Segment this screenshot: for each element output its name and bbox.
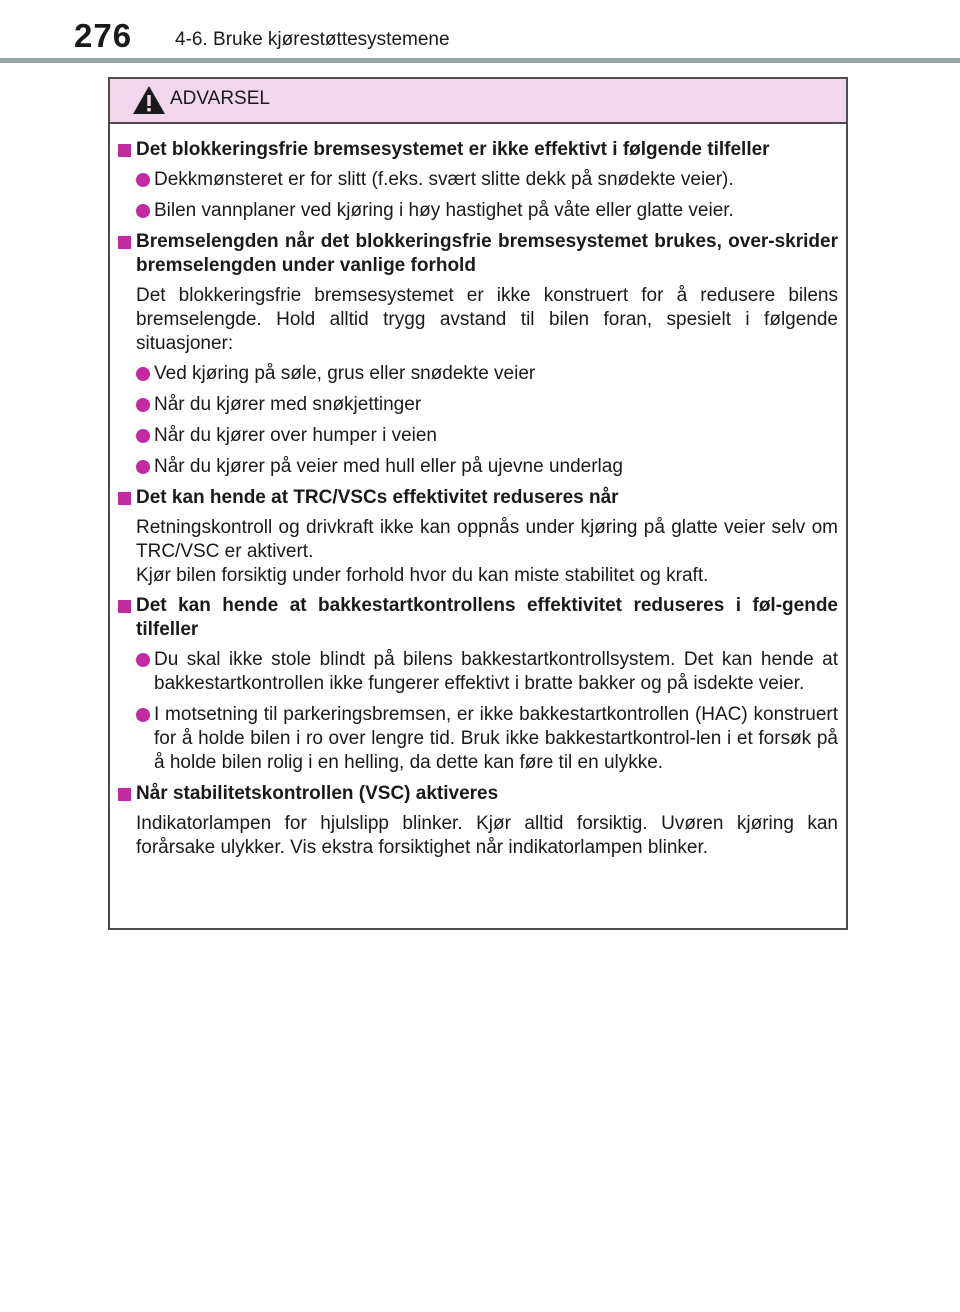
round-bullet-icon <box>136 708 150 722</box>
list-item: Når du kjører over humper i veien <box>118 424 838 448</box>
section-title: 4-6. Bruke kjørestøttesystemene <box>175 29 450 50</box>
section-paragraph: Det blokkeringsfrie bremsesystemet er ikke konstruert for å redusere bilens bremselengde. Hold alltid trygg avstand til bilen foran, spesielt i følgende situasjoner: <box>136 285 838 354</box>
warning-header <box>110 79 846 124</box>
warning-section <box>118 782 838 860</box>
section-paragraph: Indikatorlampen for hjulslipp blinker. Kjør alltid forsiktig. Uvøren kjøring kan forårsake ulykker. Vis ekstra forsiktighet når indikatorlampen blinker. <box>136 813 838 858</box>
warning-section <box>118 230 838 479</box>
square-bullet-icon <box>118 600 131 613</box>
warning-body <box>110 124 846 860</box>
page-number: 276 <box>74 17 133 54</box>
round-bullet-icon <box>136 173 150 187</box>
square-bullet-icon <box>118 788 131 801</box>
warning-label: ADVARSEL <box>170 88 270 109</box>
round-bullet-icon <box>136 204 150 218</box>
square-bullet-icon <box>118 492 131 505</box>
square-bullet-icon <box>118 144 131 157</box>
list-item: Bilen vannplaner ved kjøring i høy hastighet på våte eller glatte veier. <box>118 199 838 223</box>
list-item: Du skal ikke stole blindt på bilens bakkestartkontrollsystem. Det kan hende at bakkestartkontrollen ikke fungerer effektivt i bratte bakker og på isdekte veier. <box>118 648 838 696</box>
list-item: Når du kjører med snøkjettinger <box>118 393 838 417</box>
section-paragraph: Kjør bilen forsiktig under forhold hvor du kan miste stabilitet og kraft. <box>136 565 709 586</box>
section-paragraph: Retningskontroll og drivkraft ikke kan oppnås under kjøring på glatte veier selv om TRC/VSC er aktivert. <box>136 517 838 562</box>
warning-box <box>108 77 848 930</box>
warning-section <box>118 594 838 775</box>
warning-section <box>118 486 838 588</box>
round-bullet-icon <box>136 367 150 381</box>
section-heading: Bremselengden når det blokkeringsfrie bremsesystemet brukes, over-skrider bremselengden under vanlige forhold <box>136 231 838 276</box>
list-item: Dekkmønsteret er for slitt (f.eks. svært slitte dekk på snødekte veier). <box>118 168 838 192</box>
warning-section <box>118 138 838 223</box>
list-item: Ved kjøring på søle, grus eller snødekte veier <box>118 362 838 386</box>
section-heading: Det kan hende at TRC/VSCs effektivitet reduseres når <box>136 487 619 508</box>
round-bullet-icon <box>136 653 150 667</box>
section-heading: Når stabilitetskontrollen (VSC) aktiveres <box>136 783 499 804</box>
round-bullet-icon <box>136 460 150 474</box>
section-heading: Det blokkeringsfrie bremsesystemet er ikke effektivt i følgende tilfeller <box>136 139 770 160</box>
round-bullet-icon <box>136 398 150 412</box>
list-item: I motsetning til parkeringsbremsen, er ikke bakkestartkontrollen (HAC) konstruert for å holde bilen i ro over lengre tid. Bruk ikke bakkestartkontrol-len i et forsøk på å holde bilen rolig i en helling, da dette kan føre til en ulykke. <box>118 703 838 775</box>
section-heading: Det kan hende at bakkestartkontrollens effektivitet reduseres i føl-gende tilfeller <box>136 595 838 640</box>
header-divider <box>0 58 960 63</box>
page-header <box>0 0 960 64</box>
list-item: Når du kjører på veier med hull eller på ujevne underlag <box>118 455 838 479</box>
warning-triangle-icon <box>132 85 166 115</box>
round-bullet-icon <box>136 429 150 443</box>
square-bullet-icon <box>118 236 131 249</box>
